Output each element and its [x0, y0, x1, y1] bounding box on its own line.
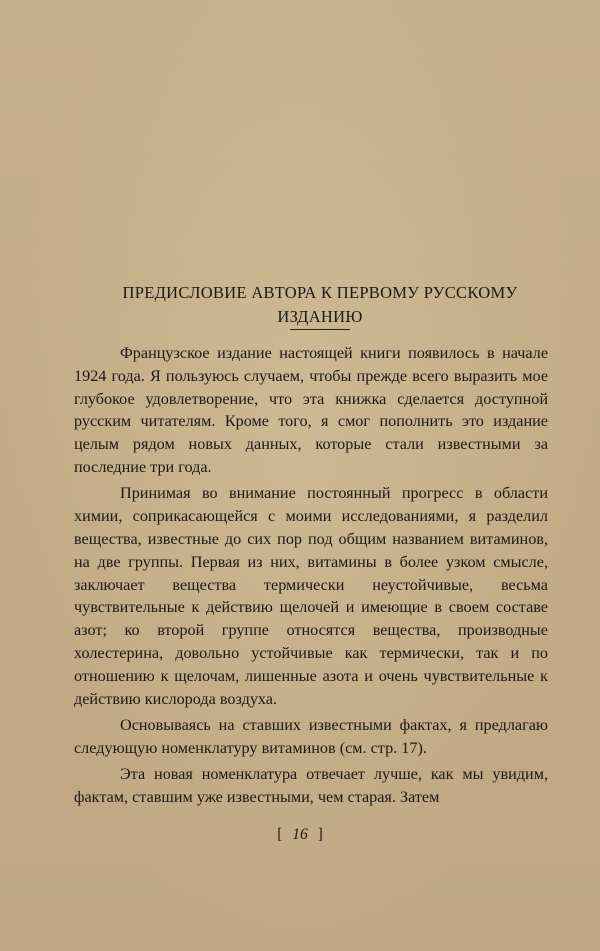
chapter-heading-line-1: ПРЕДИСЛОВИЕ АВТОРА К ПЕРВОМУ РУССКОМУ [122, 283, 518, 302]
page-number-open-bracket: [ [277, 826, 283, 843]
body-text [74, 342, 548, 812]
heading-divider [290, 329, 350, 330]
page-number-value: 16 [292, 826, 308, 843]
page-number-close-bracket: ] [317, 826, 323, 843]
paragraph-1: Французское издание настоящей книги появилось в начале 1924 года. Я пользуюсь случаем, чтобы прежде всего выразить мое глубокое удовлетворение, что эта книжка сделается доступной русским читателям. Кроме того, я смог пополнить это издание целым рядом новых данных, которые стали известными за последние три года. [74, 344, 548, 476]
paragraph-2: Принимая во внимание постоянный прогресс в области химии, соприкасающейся с моими исследованиями, я разделил вещества, известные до сих пор под общим названием витаминов, на две группы. Первая из них, витамины в более узком смысле, заключает вещества термически неустойчивые, весьма чувствительные к действию щелочей и имеющие в своем составе азот; ко второй группе относятся вещества, производные холестерина, довольно устойчивые как термически, так и по отношению к щелочам, лишенные азота и очень чувствительные к действию кислорода воздуха. [74, 484, 548, 708]
page-number [0, 826, 600, 844]
chapter-heading [110, 281, 530, 329]
paragraph-4: Эта новая номенклатура отвечает лучше, как мы увидим, фактам, ставшим уже известными, чем старая. Затем [74, 765, 548, 806]
chapter-heading-line-2: ИЗДАНИЮ [277, 307, 363, 326]
paragraph-3: Основываясь на ставших известными фактах, я предлагаю следующую номенклатуру витаминов (см. стр. 17). [74, 715, 548, 757]
